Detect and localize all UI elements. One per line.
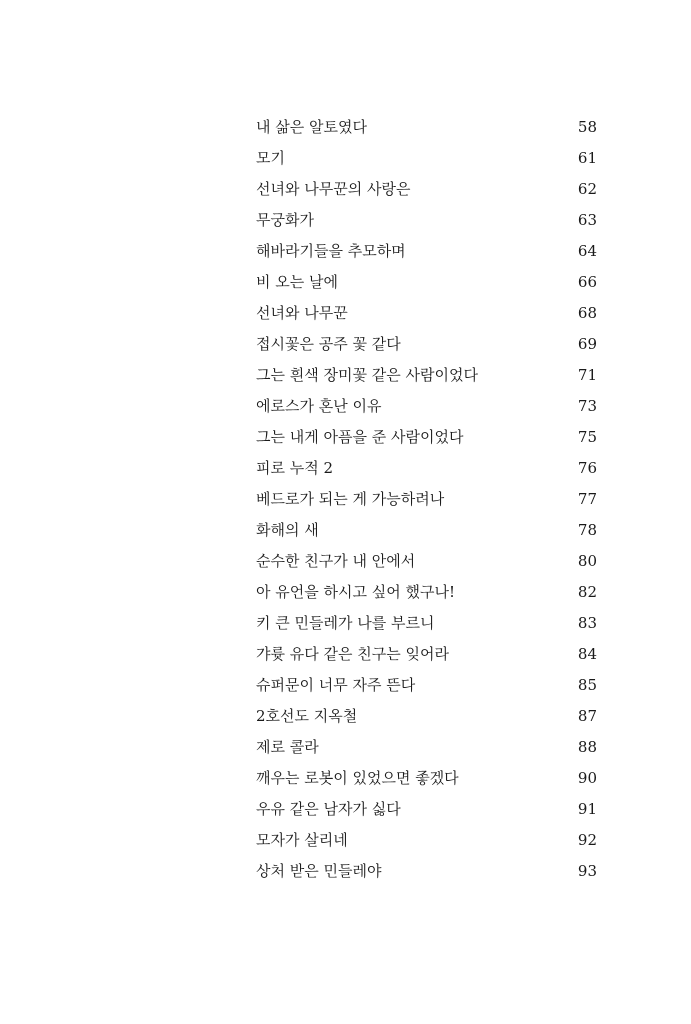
toc-title: 그는 내게 아픔을 준 사람이었다 (256, 428, 464, 446)
toc-title: 상처 받은 민들레야 (256, 862, 382, 880)
toc-page-number: 58 (577, 118, 597, 136)
toc-page-number: 87 (577, 707, 597, 725)
toc-page-number: 75 (577, 428, 597, 446)
toc-title: 모자가 살리네 (256, 831, 348, 849)
toc-page-number: 73 (577, 397, 597, 415)
toc-page-number: 64 (577, 242, 597, 260)
toc-page-number: 84 (577, 645, 597, 663)
toc-title: 2호선도 지옥철 (256, 707, 358, 725)
toc-title: 갸륫 유다 같은 친구는 잊어라 (256, 645, 449, 663)
toc-page-number: 71 (577, 366, 597, 384)
toc-title: 피로 누적 2 (256, 459, 334, 477)
toc-row (256, 329, 597, 360)
toc-title: 슈퍼문이 너무 자주 뜬다 (256, 676, 416, 694)
table-of-contents (256, 112, 597, 887)
toc-row (256, 670, 597, 701)
toc-title: 선녀와 나무꾼 (256, 304, 348, 322)
toc-page-number: 62 (577, 180, 597, 198)
toc-row (256, 794, 597, 825)
toc-title: 에로스가 혼난 이유 (256, 397, 382, 415)
toc-row (256, 298, 597, 329)
toc-title: 무궁화가 (256, 211, 314, 229)
toc-page-number: 82 (577, 583, 597, 601)
toc-title: 제로 콜라 (256, 738, 319, 756)
toc-row (256, 515, 597, 546)
toc-page-number: 92 (577, 831, 597, 849)
toc-row (256, 360, 597, 391)
toc-row (256, 453, 597, 484)
toc-page-number: 68 (577, 304, 597, 322)
toc-row (256, 763, 597, 794)
toc-title: 해바라기들을 추모하며 (256, 242, 406, 260)
toc-page-number: 61 (577, 149, 597, 167)
toc-title: 모기 (256, 149, 285, 167)
toc-row (256, 546, 597, 577)
toc-title: 깨우는 로봇이 있었으면 좋겠다 (256, 769, 459, 787)
toc-row (256, 732, 597, 763)
toc-page-number: 66 (577, 273, 597, 291)
toc-title: 순수한 친구가 내 안에서 (256, 552, 416, 570)
toc-row (256, 112, 597, 143)
toc-title: 그는 흰색 장미꽃 같은 사람이었다 (256, 366, 478, 384)
toc-row (256, 422, 597, 453)
toc-row (256, 825, 597, 856)
toc-page-number: 93 (577, 862, 597, 880)
toc-row (256, 577, 597, 608)
toc-row (256, 143, 597, 174)
toc-row (256, 174, 597, 205)
toc-title: 우유 같은 남자가 싫다 (256, 800, 401, 818)
toc-row (256, 608, 597, 639)
toc-title: 베드로가 되는 게 가능하려나 (256, 490, 445, 508)
toc-title: 키 큰 민들레가 나를 부르니 (256, 614, 435, 632)
toc-page-number: 85 (577, 676, 597, 694)
toc-page-number: 88 (577, 738, 597, 756)
toc-title: 내 삶은 알토였다 (256, 118, 367, 136)
toc-page-number: 63 (577, 211, 597, 229)
toc-title: 선녀와 나무꾼의 사랑은 (256, 180, 411, 198)
toc-row (256, 236, 597, 267)
toc-page-number: 78 (577, 521, 597, 539)
toc-row (256, 484, 597, 515)
toc-title: 접시꽃은 공주 꽃 같다 (256, 335, 401, 353)
toc-page-number: 69 (577, 335, 597, 353)
toc-title: 비 오는 날에 (256, 273, 338, 291)
toc-row (256, 205, 597, 236)
toc-page-number: 77 (577, 490, 597, 508)
toc-row (256, 856, 597, 887)
toc-page-number: 80 (577, 552, 597, 570)
toc-row (256, 701, 597, 732)
toc-row (256, 391, 597, 422)
toc-page-number: 91 (577, 800, 597, 818)
toc-page-number: 76 (577, 459, 597, 477)
toc-title: 화해의 새 (256, 521, 319, 539)
toc-page-number: 83 (577, 614, 597, 632)
toc-page-number: 90 (577, 769, 597, 787)
toc-title: 아 유언을 하시고 싶어 했구나! (256, 583, 455, 601)
toc-row (256, 267, 597, 298)
toc-row (256, 639, 597, 670)
